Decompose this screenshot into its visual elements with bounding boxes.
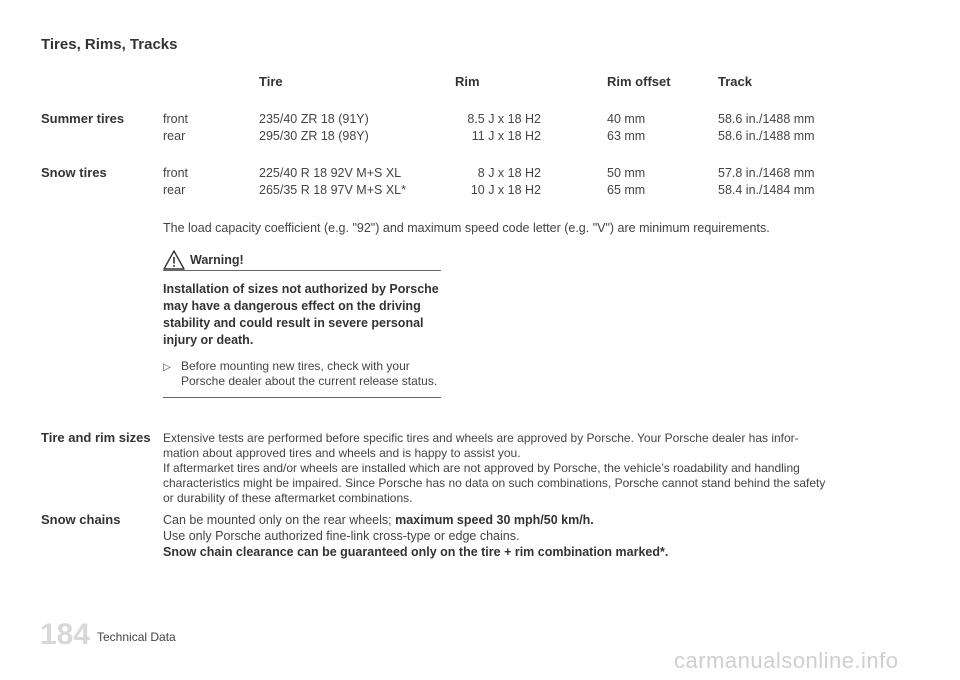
table-cell-track: 58.6 in./1488 mm bbox=[718, 129, 815, 143]
header-tire: Tire bbox=[259, 74, 283, 89]
header-track: Track bbox=[718, 74, 752, 89]
load-capacity-note: The load capacity coefficient (e.g. "92") and maximum speed code letter (e.g. "V") are minimum requirements. bbox=[163, 221, 770, 235]
table-cell-tire: 225/40 R 18 92V M+S XL bbox=[259, 166, 402, 180]
table-cell-pos: rear bbox=[163, 183, 186, 197]
table-cell-offset: 40 mm bbox=[607, 112, 646, 126]
tire-rim-sizes-paragraph-1: Extensive tests are performed before specific tires and wheels are approved by Porsche. Your Porsche dealer has infor-mation about approved tires and wheels and is happy to assist you. bbox=[163, 431, 799, 460]
table-cell-tire: 295/30 ZR 18 (98Y) bbox=[259, 129, 369, 143]
section-label-snow-chains: Snow chains bbox=[41, 512, 121, 527]
warning-header bbox=[163, 248, 441, 271]
table-cell-rim: 8.5 J x 18 H2 bbox=[467, 112, 541, 126]
table-cell-tire: 235/40 ZR 18 (91Y) bbox=[259, 112, 369, 126]
table-cell-pos: front bbox=[163, 112, 189, 126]
table-cell-rim: 11 J x 18 H2 bbox=[471, 129, 541, 143]
table-cell-track: 57.8 in./1468 mm bbox=[718, 166, 815, 180]
tire-rim-sizes-paragraph-2: If aftermarket tires and/or wheels are installed which are not approved by Porsche, the vehicle’s roadability and handling characteristics might be impaired. Since Porsche has no data on such combinations, Porsche cannot stand behind the safety or durability of these aftermarket combinations. bbox=[163, 461, 826, 505]
table-cell-pos: front bbox=[163, 166, 189, 180]
table-cell-tire: 265/35 R 18 97V M+S XL* bbox=[259, 183, 406, 197]
warning-box bbox=[163, 248, 441, 398]
warning-text: Installation of sizes not authorized by Porsche may have a dangerous effect on the driving stability and could result in severe personal injury or death. bbox=[163, 282, 439, 347]
header-rim: Rim bbox=[455, 74, 480, 89]
triangle-bullet-icon: ▷ bbox=[163, 362, 171, 373]
table-cell-track: 58.4 in./1484 mm bbox=[718, 183, 815, 197]
table-cell-rim: 10 J x 18 H2 bbox=[470, 183, 541, 197]
table-cell-offset: 50 mm bbox=[607, 166, 646, 180]
table-cell-pos: rear bbox=[163, 129, 186, 143]
warning-divider bbox=[163, 397, 441, 398]
warning-triangle-icon bbox=[163, 250, 185, 270]
snow-chains-text bbox=[163, 512, 833, 560]
table-cell-track: 58.6 in./1488 mm bbox=[718, 112, 815, 126]
warning-list-item bbox=[163, 359, 441, 389]
page-title: Tires, Rims, Tracks bbox=[41, 36, 178, 53]
warning-item-text: Before mounting new tires, check with your Porsche dealer about the current release status. bbox=[181, 359, 438, 388]
header-rim-offset: Rim offset bbox=[607, 74, 671, 89]
section-label-tire-rim-sizes: Tire and rim sizes bbox=[41, 430, 151, 445]
group-label-snow: Snow tires bbox=[41, 165, 107, 180]
snow-chains-speed-limit: maximum speed 30 mph/50 km/h. bbox=[395, 513, 594, 527]
group-label-summer: Summer tires bbox=[41, 111, 125, 126]
watermark: carmanualsonline.info bbox=[674, 648, 899, 673]
snow-chains-line-1 bbox=[163, 512, 833, 528]
table-cell-offset: 63 mm bbox=[607, 129, 646, 143]
warning-title: Warning! bbox=[190, 253, 244, 267]
footer-section: Technical Data bbox=[97, 630, 176, 644]
table-cell-offset: 65 mm bbox=[607, 183, 646, 197]
table-cell-rim: 8 J x 18 H2 bbox=[477, 166, 541, 180]
page-number: 184 bbox=[40, 618, 91, 651]
snow-chains-line-1-text: Can be mounted only on the rear wheels; bbox=[163, 513, 396, 527]
snow-chains-line-2: Use only Porsche authorized fine-link cross-type or edge chains. bbox=[163, 529, 520, 543]
snow-chains-line-3: Snow chain clearance can be guaranteed only on the tire + rim combination marked*. bbox=[163, 545, 669, 559]
